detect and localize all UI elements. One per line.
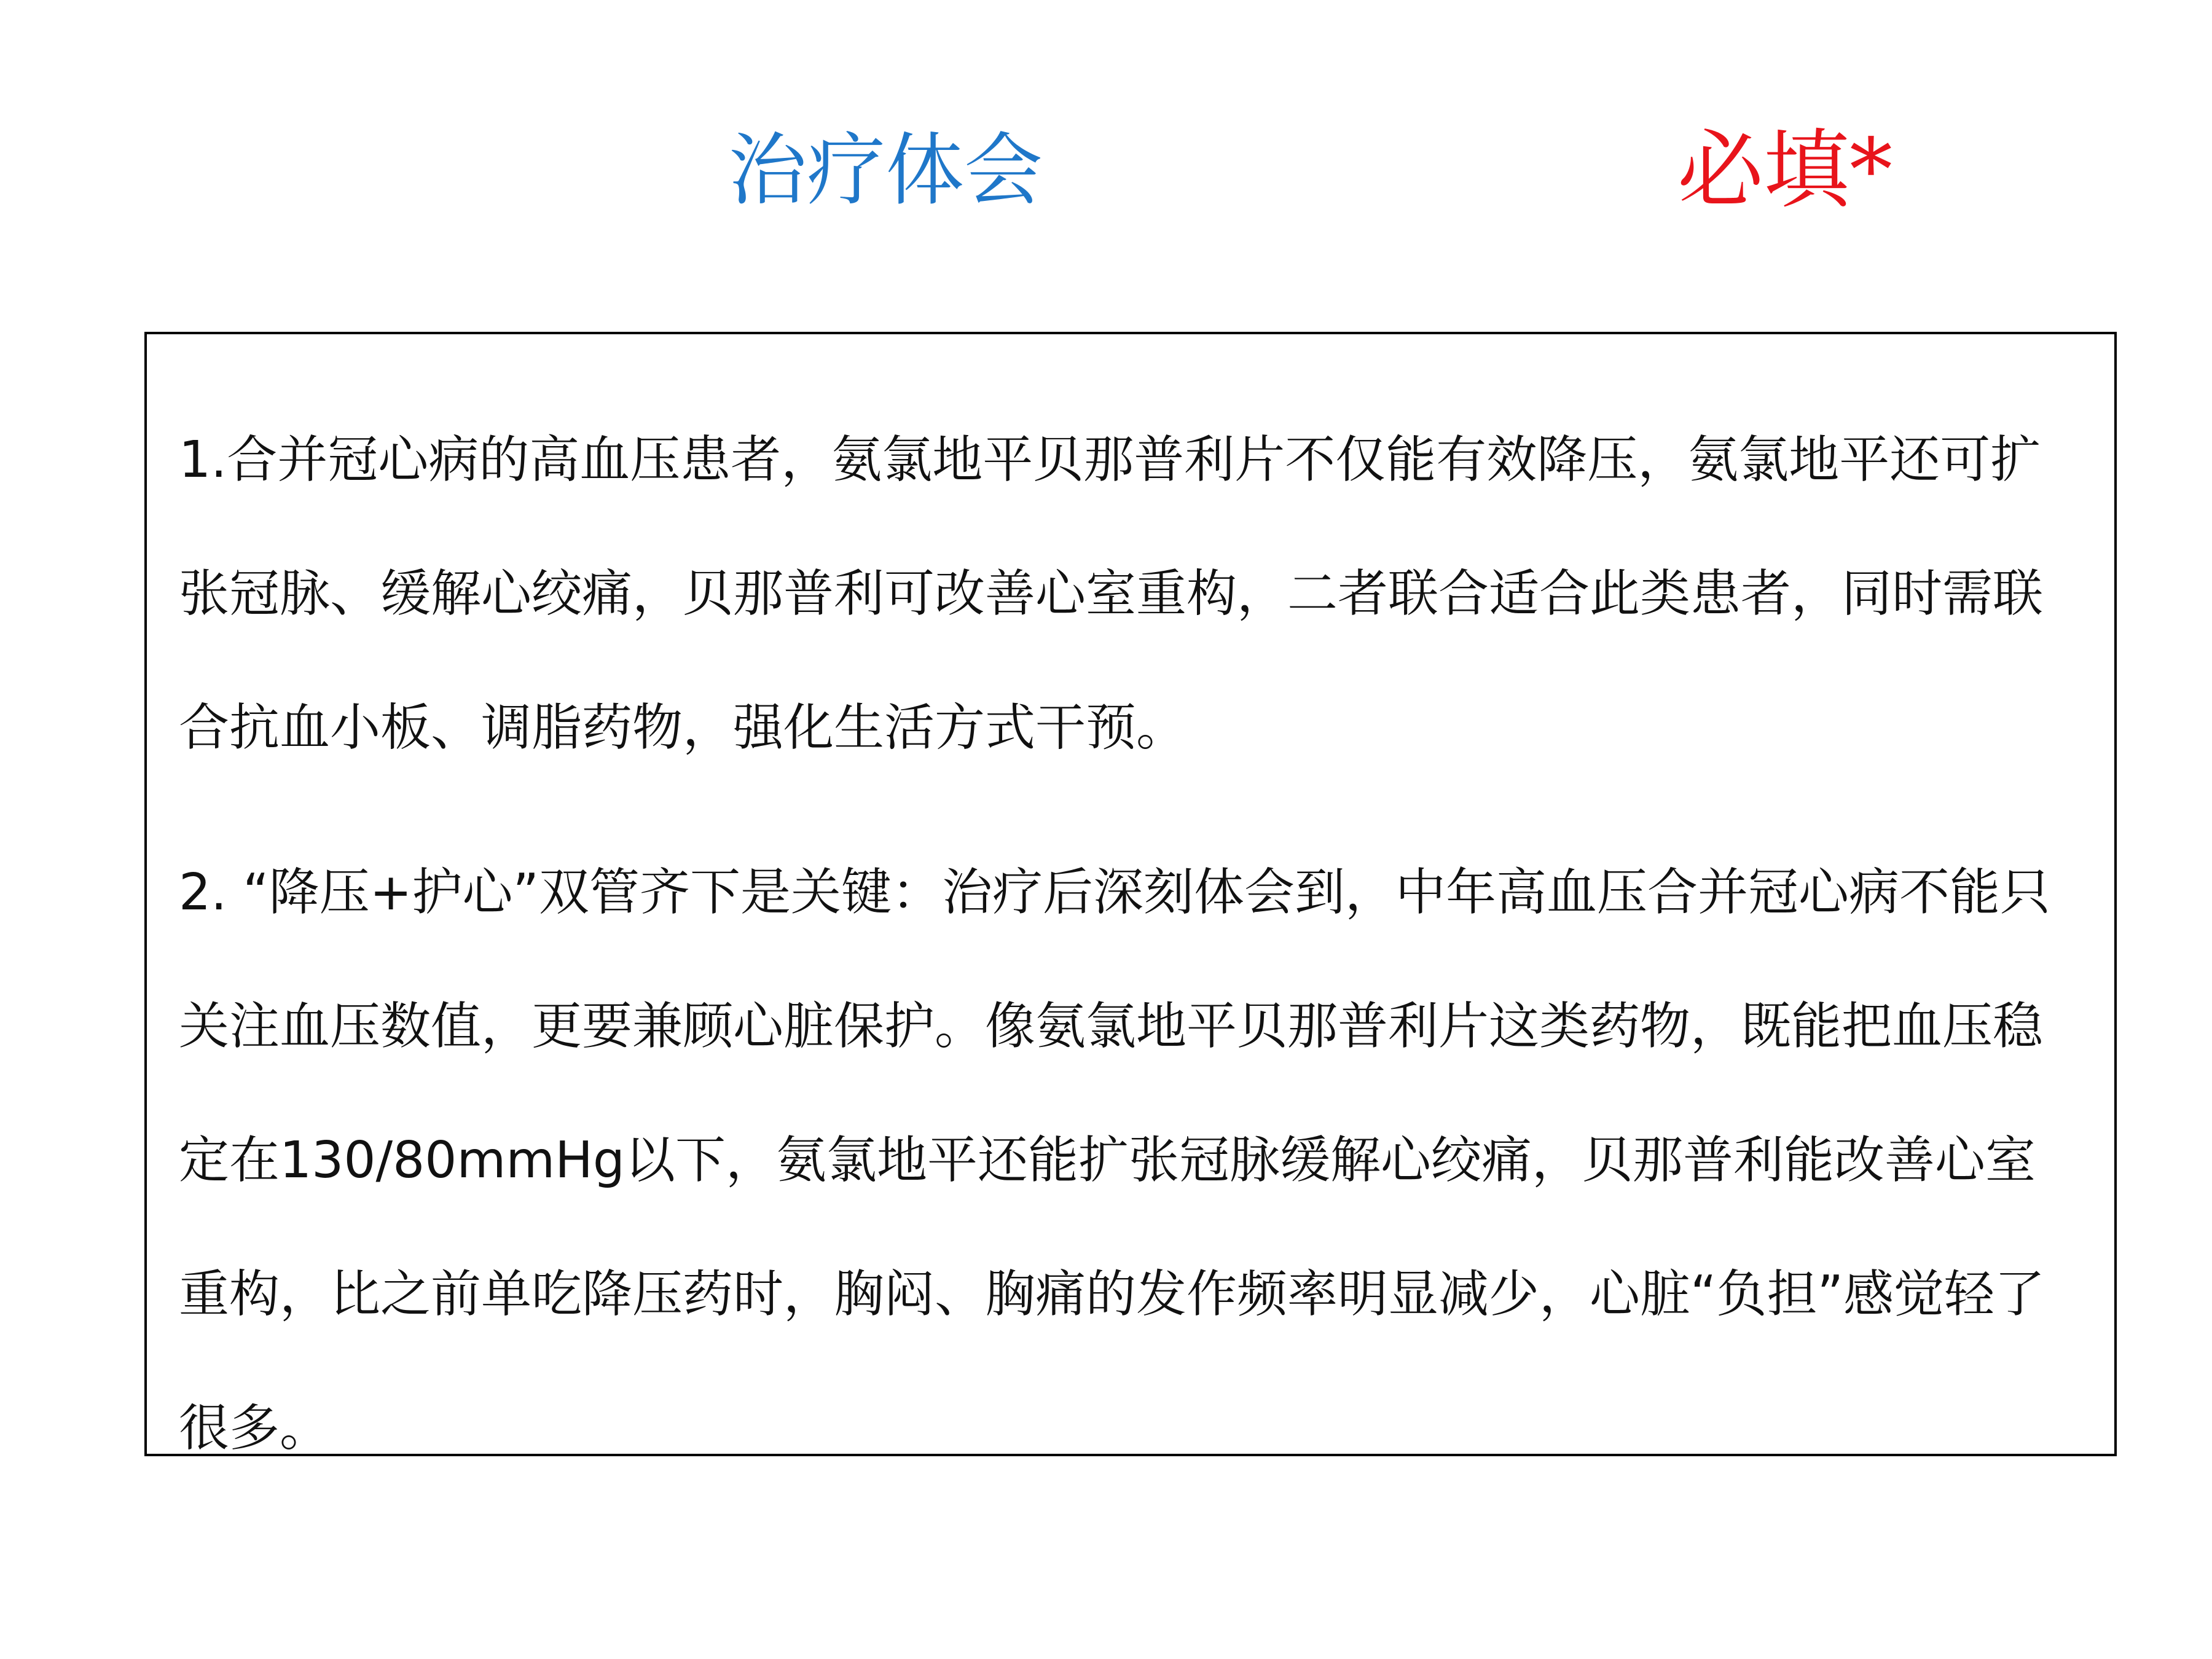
required-label: 必填* bbox=[1677, 120, 1893, 221]
paragraph-1: 1.合并冠心病的高血压患者，氨氯地平贝那普利片不仅能有效降压，氨氯地平还可扩张冠脉、缓解心绞痛，贝那普利可改善心室重构，二者联合适合此类患者，同时需联合抗血小板、调脂药物，强化生活方式干预。 bbox=[179, 431, 2044, 757]
paragraph-2: 2. “降压+护心”双管齐下是关键：治疗后深刻体会到，中年高血压合并冠心病不能只关注血压数值，更要兼顾心脏保护。像氨氯地平贝那普利片这类药物，既能把血压稳定在130/80mmHg以下，氨氯地平还能扩张冠脉缓解心绞痛，贝那普利能改善心室重构，比之前单吃降压药时，胸闷、胸痛的发作频率明显减少，心脏“负担”感觉轻了很多。 bbox=[179, 863, 2050, 1457]
content-box bbox=[144, 332, 2117, 1456]
page-title: 治疗体会 bbox=[728, 125, 1043, 216]
